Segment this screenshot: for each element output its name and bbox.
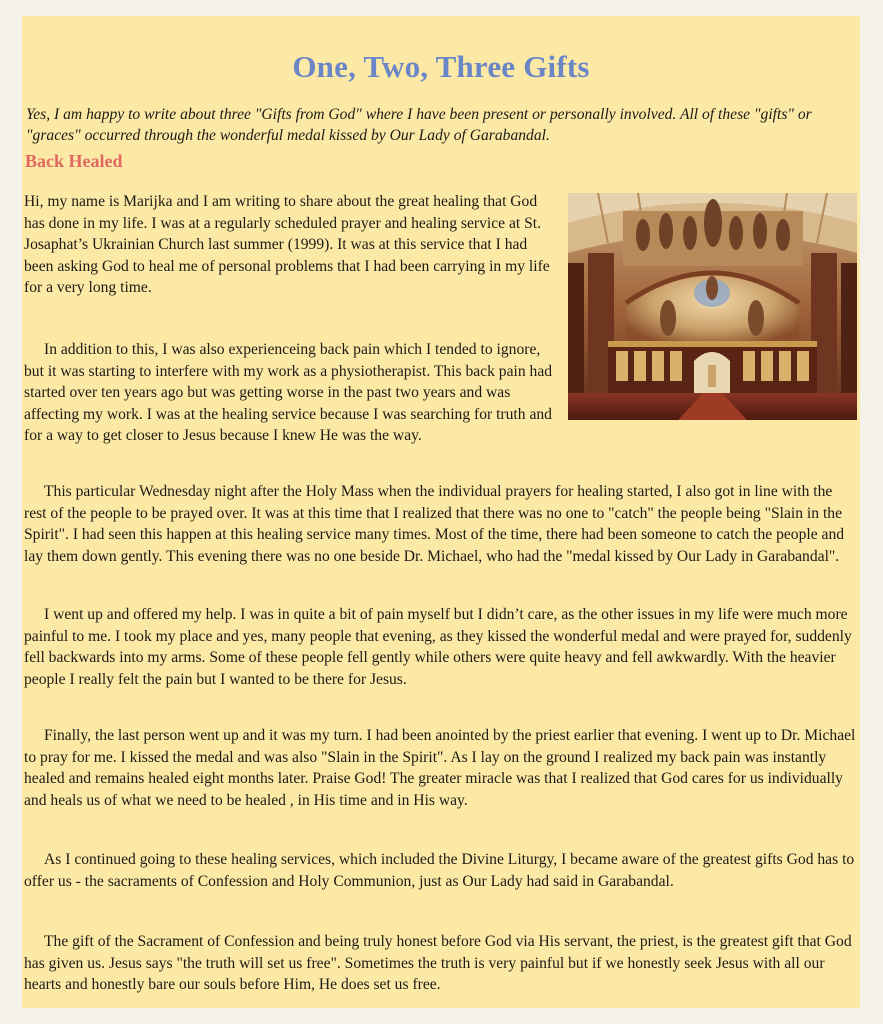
paragraph-5: Finally, the last person went up and it was my turn. I had been anointed by the priest earlier that evening. I went up to Dr. Michael to pray for me. I kissed the medal and was also "Slain in the Spirit". As I lay on the ground I realized my back pain was instantly healed and remains healed eight months later. Praise God! The greater miracle was that I realized that God cares for us individually and heals us of what we need to be healed , in His time and in His way. xyxy=(24,727,856,809)
paragraph-1: Hi, my name is Marijka and I am writing to share about the great healing that God has done in my life. I was at a regularly scheduled prayer and healing service at St. Josaphat’s Ukrainian Church last summer (1999). It was at this service that I had been asking God to heal me of personal problems that I had been carrying in my life for a very long time. xyxy=(24,193,550,297)
article-intro: Yes, I am happy to write about three "Gifts from God" where I have been present or personally involved. All of these "gifts" or "graces" occurred through the wonderful medal kissed by Our Lady of Garabandal. xyxy=(26,105,812,144)
paragraph-7: The gift of the Sacrament of Confession and being truly honest before God via His servant, the priest, is the greatest gift that God has given us. Jesus says "the truth will set us free". Sometimes the truth is very painful but if we honestly seek Jesus with all our hearts and honestly bare our souls before Him, He does set us free. xyxy=(24,933,852,994)
paragraph-6: As I continued going to these healing services, which included the Divine Liturgy, I became aware of the greatest gifts God has to offer us - the sacraments of Confession and Holy Communion, just as Our Lady had said in Garabandal. xyxy=(24,851,855,890)
church-interior-photo xyxy=(568,193,857,420)
paragraph-3: This particular Wednesday night after the Holy Mass when the individual prayers for healing started, I also got in line with the rest of the people to be prayed over. It was at this time that I realized that there was no one to "catch" the people being "Slain in the Spirit". I had seen this happen at this healing service many times. Most of the time, there had been someone to catch the people and lay them down gently. This evening there was no one beside Dr. Michael, who had the "medal kissed by Our Lady in Garabandal". xyxy=(24,483,845,565)
article-title: One, Two, Three Gifts xyxy=(292,48,590,84)
paragraph-2: In addition to this, I was also experienceing back pain which I tended to ignore, but it was starting to interfere with my work as a physiotherapist. This back pain had started over ten years ago but was getting worse in the past two years and was affecting my work. I was at the healing service because I was searching for truth and for a way to get closer to Jesus because I knew He was the way. xyxy=(24,341,553,445)
section-heading: Back Healed xyxy=(25,151,123,171)
article-page xyxy=(22,16,860,1008)
paragraph-4: I went up and offered my help. I was in quite a bit of pain myself but I didn’t care, as the other issues in my life were much more painful to me. I took my place and yes, many people that evening, as they kissed the wonderful medal and were prayed for, suddenly fell backwards into my arms. Some of these people fell gently while others were quite heavy and fell awkwardly. With the heavier people I really felt the pain but I wanted to be there for Jesus. xyxy=(24,606,852,688)
